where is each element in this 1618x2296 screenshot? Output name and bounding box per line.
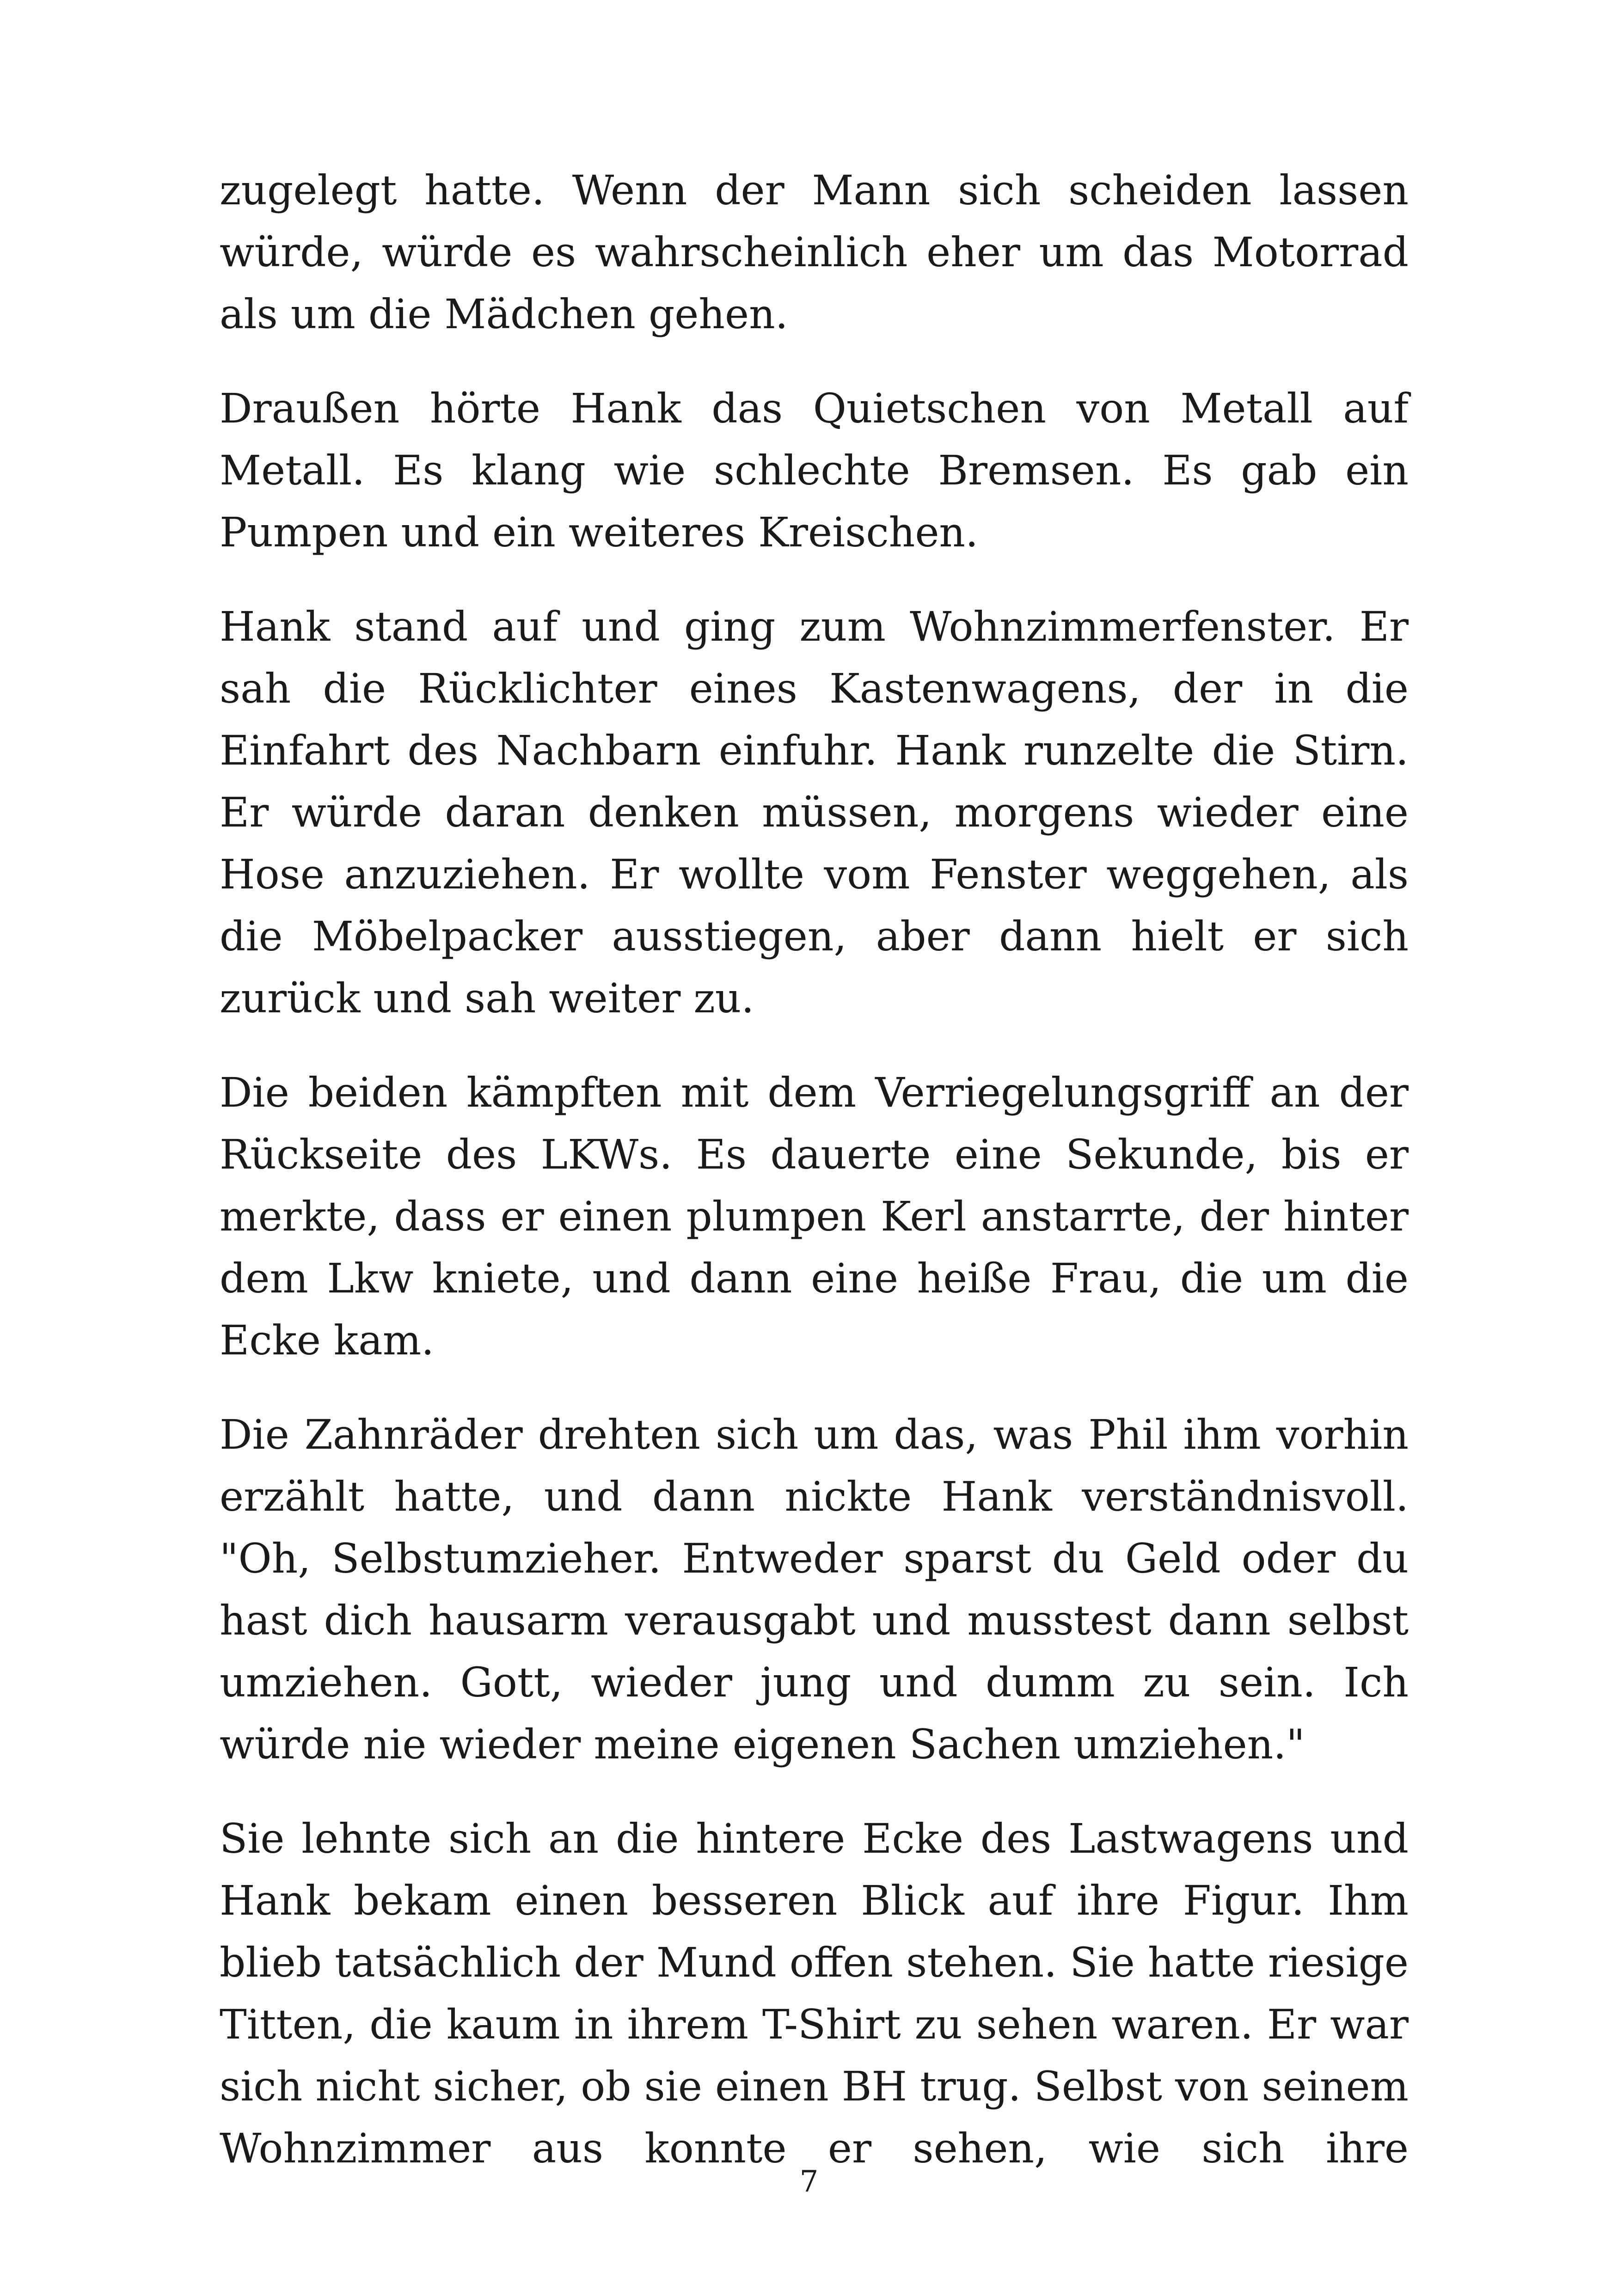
paragraph-4: Die beiden kämpften mit dem Verriegelungsgriff an der Rückseite des LKWs. Es dauerte eine Sekunde, bis er merkte, dass er einen plumpen Kerl anstarrte, der hinter dem Lkw kniete, und dann eine heiße Frau, die um die Ecke kam. [220, 1069, 1409, 1364]
paragraph-6: Sie lehnte sich an die hintere Ecke des Lastwagens und Hank bekam einen besseren Blick auf ihre Figur. Ihm blieb tatsächlich der Mund offen stehen. Sie hatte riesige Titten, die kaum in ihrem T-Shirt zu sehen waren. Er war sich nicht sicher, ob sie einen BH trug. Selbst von seinem Wohnzimmer aus konnte er sehen, wie sich ihre [220, 1815, 1409, 2172]
page-number: 7 [799, 2165, 819, 2199]
body-text [220, 159, 1409, 2180]
paragraph-1: zugelegt hatte. Wenn der Mann sich scheiden lassen würde, würde es wahrscheinlich eher um das Motorrad als um die Mädchen gehen. [220, 166, 1409, 338]
paragraph-3: Hank stand auf und ging zum Wohnzimmerfenster. Er sah die Rücklichter eines Kastenwagens, der in die Einfahrt des Nachbarn einfuhr. Hank runzelte die Stirn. Er würde daran denken müssen, morgens wieder eine Hose anzuziehen. Er wollte vom Fenster weggehen, als die Möbelpacker ausstiegen, aber dann hielt er sich zurück und sah weiter zu. [220, 603, 1409, 1022]
paragraph-2: Draußen hörte Hank das Quietschen von Metall auf Metall. Es klang wie schlechte Bremsen. Es gab ein Pumpen und ein weiteres Kreischen. [220, 385, 1409, 556]
paragraph-5: Die Zahnräder drehten sich um das, was Phil ihm vorhin erzählt hatte, und dann nickte Hank verständnisvoll. "Oh, Selbstumzieher. Entweder sparst du Geld oder du hast dich hausarm verausgabt und musstest dann selbst umziehen. Gott, wieder jung und dumm zu sein. Ich würde nie wieder meine eigenen Sachen umziehen." [220, 1411, 1409, 1768]
